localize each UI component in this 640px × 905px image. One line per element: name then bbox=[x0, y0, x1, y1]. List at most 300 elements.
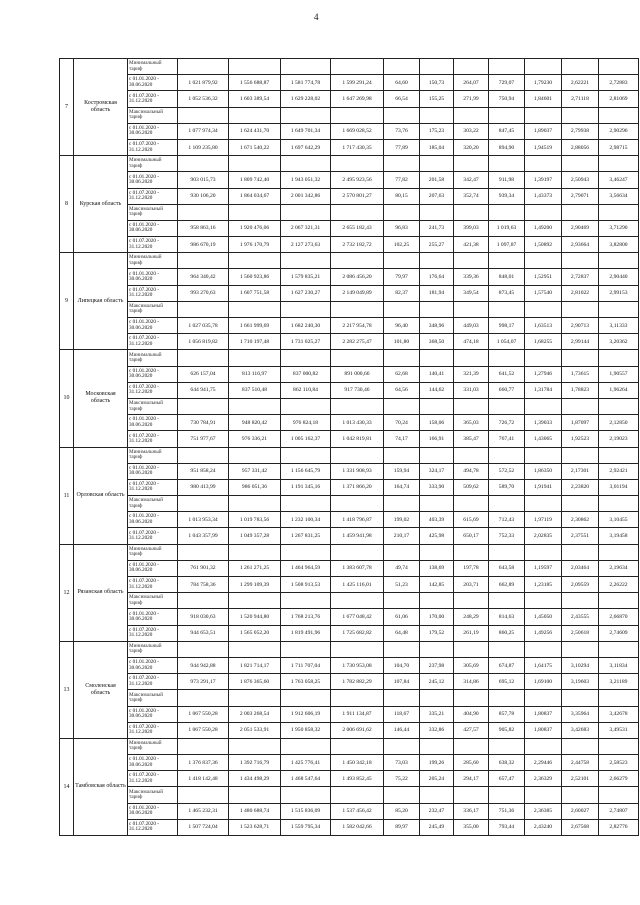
empty-cell bbox=[489, 156, 525, 172]
value-cell: 1,69100 bbox=[525, 674, 562, 690]
period-label: с 01.07.2020 - 31.12.2020 bbox=[128, 722, 178, 738]
value-cell: 1,43373 bbox=[525, 188, 562, 204]
empty-cell bbox=[281, 641, 331, 657]
value-cell: 1 730 953,08 bbox=[331, 657, 384, 673]
empty-cell bbox=[454, 253, 489, 269]
value-cell: 572,52 bbox=[489, 463, 525, 479]
value-cell: 1 109 235,80 bbox=[178, 139, 229, 155]
value-cell: 1,80837 bbox=[525, 706, 562, 722]
empty-cell bbox=[454, 59, 489, 75]
value-cell: 973 291,17 bbox=[178, 674, 229, 690]
value-cell: 1 627 230,27 bbox=[281, 285, 331, 301]
value-cell: 837 510,48 bbox=[229, 382, 281, 398]
period-label: с 01.07.2020 - 31.12.2020 bbox=[128, 528, 178, 544]
empty-cell bbox=[384, 690, 420, 706]
table-row bbox=[60, 657, 639, 673]
empty-cell bbox=[178, 496, 229, 512]
value-cell: 368,50 bbox=[420, 334, 454, 350]
value-cell: 751 977,67 bbox=[178, 431, 229, 447]
empty-cell bbox=[178, 301, 229, 317]
value-cell: 1 711 707,04 bbox=[281, 657, 331, 673]
empty-cell bbox=[331, 59, 384, 75]
value-cell: 3,42683 bbox=[562, 722, 599, 738]
value-cell: 2,43555 bbox=[562, 609, 599, 625]
value-cell: 3,10455 bbox=[599, 512, 639, 528]
value-cell: 1 560 923,86 bbox=[229, 269, 281, 285]
value-cell: 1 682 240,30 bbox=[281, 318, 331, 334]
value-cell: 1,39197 bbox=[525, 172, 562, 188]
empty-cell bbox=[331, 156, 384, 172]
period-label: с 01.01.2020 - 30.06.2020 bbox=[128, 755, 178, 771]
value-cell: 1 876 365,60 bbox=[229, 674, 281, 690]
value-cell: 638,32 bbox=[489, 755, 525, 771]
empty-cell bbox=[599, 787, 639, 803]
table-row bbox=[60, 285, 639, 301]
value-cell: 237,98 bbox=[420, 657, 454, 673]
value-cell: 261,19 bbox=[454, 625, 489, 641]
value-cell: 1 565 052,20 bbox=[229, 625, 281, 641]
empty-cell bbox=[599, 398, 639, 414]
value-cell: 1,64175 bbox=[525, 657, 562, 673]
value-cell: 1 523 628,71 bbox=[229, 819, 281, 835]
value-cell: 793,44 bbox=[489, 819, 525, 835]
page-number: 4 bbox=[314, 12, 319, 22]
value-cell: 2,90713 bbox=[562, 318, 599, 334]
value-cell: 61,06 bbox=[384, 609, 420, 625]
value-cell: 3,11834 bbox=[599, 657, 639, 673]
empty-cell bbox=[562, 544, 599, 560]
value-cell: 2,36385 bbox=[525, 803, 562, 819]
period-label: с 01.07.2020 - 31.12.2020 bbox=[128, 91, 178, 107]
empty-cell bbox=[599, 301, 639, 317]
value-cell: 589,70 bbox=[489, 479, 525, 495]
empty-cell bbox=[229, 301, 281, 317]
empty-cell bbox=[489, 690, 525, 706]
value-cell: 1 768 213,76 bbox=[281, 609, 331, 625]
empty-cell bbox=[599, 593, 639, 609]
empty-cell bbox=[454, 641, 489, 657]
period-label: с 01.07.2020 - 31.12.2020 bbox=[128, 479, 178, 495]
value-cell: 342,47 bbox=[454, 172, 489, 188]
region-index: 12 bbox=[60, 544, 74, 641]
value-cell: 1 508 913,53 bbox=[281, 577, 331, 593]
value-cell: 2,44758 bbox=[562, 755, 599, 771]
empty-cell bbox=[281, 59, 331, 75]
empty-cell bbox=[420, 107, 454, 123]
table-row bbox=[60, 107, 639, 123]
value-cell: 1 371 866,20 bbox=[331, 479, 384, 495]
value-cell: 2,12850 bbox=[599, 415, 639, 431]
value-cell: 3,56634 bbox=[599, 188, 639, 204]
value-cell: 1 819 491,96 bbox=[281, 625, 331, 641]
empty-cell bbox=[178, 447, 229, 463]
empty-cell bbox=[384, 301, 420, 317]
empty-cell bbox=[525, 787, 562, 803]
empty-cell bbox=[489, 253, 525, 269]
value-cell: 1,49256 bbox=[525, 625, 562, 641]
value-cell: 644 941,75 bbox=[178, 382, 229, 398]
region-index: 11 bbox=[60, 447, 74, 544]
empty-cell bbox=[281, 787, 331, 803]
value-cell: 107,84 bbox=[384, 674, 420, 690]
value-cell: 729,07 bbox=[489, 75, 525, 91]
empty-cell bbox=[281, 544, 331, 560]
value-cell: 421,38 bbox=[454, 237, 489, 253]
empty-cell bbox=[489, 447, 525, 463]
value-cell: 150,73 bbox=[420, 75, 454, 91]
value-cell: 144,62 bbox=[420, 382, 454, 398]
value-cell: 1 579 835,21 bbox=[281, 269, 331, 285]
empty-cell bbox=[331, 496, 384, 512]
empty-cell bbox=[420, 544, 454, 560]
value-cell: 1 661 999,69 bbox=[229, 318, 281, 334]
value-cell: 674,87 bbox=[489, 657, 525, 673]
region-name: Курская область bbox=[74, 156, 128, 253]
value-cell: 1 232 100,34 bbox=[281, 512, 331, 528]
empty-cell bbox=[599, 690, 639, 706]
empty-cell bbox=[599, 59, 639, 75]
empty-cell bbox=[525, 593, 562, 609]
value-cell: 1,49200 bbox=[525, 220, 562, 236]
value-cell: 1 911 134,87 bbox=[331, 706, 384, 722]
value-cell: 425,98 bbox=[420, 528, 454, 544]
value-cell: 1 077 974,34 bbox=[178, 123, 229, 139]
value-cell: 726,72 bbox=[489, 415, 525, 431]
value-cell: 1 581 774,78 bbox=[281, 75, 331, 91]
empty-cell bbox=[562, 350, 599, 366]
table-row bbox=[60, 123, 639, 139]
empty-cell bbox=[331, 301, 384, 317]
empty-cell bbox=[384, 496, 420, 512]
value-cell: 1 624 431,70 bbox=[229, 123, 281, 139]
value-cell: 2 732 182,72 bbox=[331, 237, 384, 253]
value-cell: 2,74807 bbox=[599, 803, 639, 819]
period-label: с 01.01.2020 - 30.06.2020 bbox=[128, 657, 178, 673]
value-cell: 2,02835 bbox=[525, 528, 562, 544]
empty-cell bbox=[178, 544, 229, 560]
value-cell: 331,03 bbox=[454, 382, 489, 398]
value-cell: 918 030,63 bbox=[178, 609, 229, 625]
empty-cell bbox=[489, 593, 525, 609]
value-cell: 944 942,88 bbox=[178, 657, 229, 673]
period-label: с 01.07.2020 - 31.12.2020 bbox=[128, 625, 178, 641]
value-cell: 1,84601 bbox=[525, 91, 562, 107]
value-cell: 1,78823 bbox=[562, 382, 599, 398]
table-row bbox=[60, 350, 639, 366]
empty-cell bbox=[281, 690, 331, 706]
value-cell: 271,99 bbox=[454, 91, 489, 107]
empty-cell bbox=[599, 641, 639, 657]
value-cell: 615,69 bbox=[454, 512, 489, 528]
empty-cell bbox=[562, 641, 599, 657]
value-cell: 179,52 bbox=[420, 625, 454, 641]
period-label: с 01.07.2020 - 31.12.2020 bbox=[128, 237, 178, 253]
value-cell: 1,50892 bbox=[525, 237, 562, 253]
value-cell: 365,03 bbox=[454, 415, 489, 431]
empty-cell bbox=[229, 107, 281, 123]
region-index: 7 bbox=[60, 59, 74, 156]
value-cell: 857,78 bbox=[489, 706, 525, 722]
table-row bbox=[60, 641, 639, 657]
empty-cell bbox=[489, 59, 525, 75]
period-label: с 01.07.2020 - 31.12.2020 bbox=[128, 674, 178, 690]
region-name: Липецкая область bbox=[74, 253, 128, 350]
table-row bbox=[60, 690, 639, 706]
tariff-type-label: Максимальный тариф bbox=[128, 690, 178, 706]
empty-cell bbox=[489, 787, 525, 803]
table-row bbox=[60, 318, 639, 334]
empty-cell bbox=[562, 253, 599, 269]
value-cell: 404,90 bbox=[454, 706, 489, 722]
region-index: 13 bbox=[60, 641, 74, 738]
empty-cell bbox=[281, 301, 331, 317]
empty-cell bbox=[454, 690, 489, 706]
empty-cell bbox=[454, 350, 489, 366]
tariff-type-label: Минимальный тариф bbox=[128, 253, 178, 269]
table-row bbox=[60, 512, 639, 528]
empty-cell bbox=[599, 204, 639, 220]
value-cell: 1 731 025,27 bbox=[281, 334, 331, 350]
table-row bbox=[60, 722, 639, 738]
value-cell: 205,24 bbox=[420, 771, 454, 787]
empty-cell bbox=[384, 593, 420, 609]
table-row bbox=[60, 75, 639, 91]
period-label: с 01.01.2020 - 30.06.2020 bbox=[128, 560, 178, 576]
value-cell: 75,22 bbox=[384, 771, 420, 787]
empty-cell bbox=[178, 156, 229, 172]
empty-cell bbox=[178, 107, 229, 123]
value-cell: 1 097,87 bbox=[489, 237, 525, 253]
value-cell: 241,73 bbox=[420, 220, 454, 236]
value-cell: 813 116,97 bbox=[229, 366, 281, 382]
period-label: с 01.01.2020 - 30.06.2020 bbox=[128, 512, 178, 528]
value-cell: 2,88056 bbox=[562, 139, 599, 155]
value-cell: 2 003 268,54 bbox=[229, 706, 281, 722]
empty-cell bbox=[525, 301, 562, 317]
value-cell: 2,52101 bbox=[562, 771, 599, 787]
empty-cell bbox=[229, 641, 281, 657]
value-cell: 1 392 716,79 bbox=[229, 755, 281, 771]
value-cell: 998,17 bbox=[489, 318, 525, 334]
value-cell: 3,21189 bbox=[599, 674, 639, 690]
value-cell: 2,82776 bbox=[599, 819, 639, 835]
value-cell: 449,03 bbox=[454, 318, 489, 334]
value-cell: 2,79071 bbox=[562, 188, 599, 204]
value-cell: 175,23 bbox=[420, 123, 454, 139]
value-cell: 1 717 430,35 bbox=[331, 139, 384, 155]
table-row bbox=[60, 447, 639, 463]
value-cell: 2 495 923,56 bbox=[331, 172, 384, 188]
value-cell: 814,63 bbox=[489, 609, 525, 625]
value-cell: 2,93664 bbox=[562, 237, 599, 253]
period-label: с 01.07.2020 - 31.12.2020 bbox=[128, 819, 178, 835]
empty-cell bbox=[489, 496, 525, 512]
table-row bbox=[60, 528, 639, 544]
empty-cell bbox=[281, 350, 331, 366]
value-cell: 3,49531 bbox=[599, 722, 639, 738]
empty-cell bbox=[562, 301, 599, 317]
value-cell: 339,36 bbox=[454, 269, 489, 285]
value-cell: 2,09559 bbox=[562, 577, 599, 593]
value-cell: 944 653,51 bbox=[178, 625, 229, 641]
value-cell: 1 677 048,42 bbox=[331, 609, 384, 625]
empty-cell bbox=[599, 107, 639, 123]
value-cell: 980 413,99 bbox=[178, 479, 229, 495]
empty-cell bbox=[454, 593, 489, 609]
value-cell: 905,82 bbox=[489, 722, 525, 738]
region-name: Московская область bbox=[74, 350, 128, 447]
empty-cell bbox=[420, 204, 454, 220]
value-cell: 2,58523 bbox=[599, 755, 639, 771]
period-label: с 01.01.2020 - 30.06.2020 bbox=[128, 75, 178, 91]
value-cell: 1,91941 bbox=[525, 479, 562, 495]
table-row bbox=[60, 771, 639, 787]
region-name: Рязанская область bbox=[74, 544, 128, 641]
value-cell: 2,66279 bbox=[599, 771, 639, 787]
value-cell: 2,74609 bbox=[599, 625, 639, 641]
value-cell: 2,72883 bbox=[599, 75, 639, 91]
value-cell: 85,20 bbox=[384, 803, 420, 819]
value-cell: 264,07 bbox=[454, 75, 489, 91]
empty-cell bbox=[384, 738, 420, 754]
empty-cell bbox=[331, 690, 384, 706]
value-cell: 2 006 691,62 bbox=[331, 722, 384, 738]
table-row bbox=[60, 382, 639, 398]
empty-cell bbox=[384, 398, 420, 414]
empty-cell bbox=[454, 447, 489, 463]
value-cell: 2 149 049,89 bbox=[331, 285, 384, 301]
value-cell: 245,12 bbox=[420, 674, 454, 690]
empty-cell bbox=[229, 156, 281, 172]
value-cell: 210,17 bbox=[384, 528, 420, 544]
empty-cell bbox=[331, 447, 384, 463]
empty-cell bbox=[420, 447, 454, 463]
value-cell: 245,49 bbox=[420, 819, 454, 835]
value-cell: 2 282 275,47 bbox=[331, 334, 384, 350]
empty-cell bbox=[384, 350, 420, 366]
table-row bbox=[60, 819, 639, 835]
value-cell: 73,03 bbox=[384, 755, 420, 771]
empty-cell bbox=[489, 107, 525, 123]
value-cell: 1 019,63 bbox=[489, 220, 525, 236]
empty-cell bbox=[281, 496, 331, 512]
table-row bbox=[60, 593, 639, 609]
value-cell: 939,34 bbox=[489, 188, 525, 204]
table-row bbox=[60, 91, 639, 107]
empty-cell bbox=[420, 156, 454, 172]
table-row bbox=[60, 706, 639, 722]
value-cell: 2,67568 bbox=[562, 819, 599, 835]
table-row bbox=[60, 269, 639, 285]
value-cell: 2,36329 bbox=[525, 771, 562, 787]
empty-cell bbox=[331, 787, 384, 803]
empty-cell bbox=[562, 156, 599, 172]
empty-cell bbox=[525, 496, 562, 512]
value-cell: 993 270,63 bbox=[178, 285, 229, 301]
table-row bbox=[60, 188, 639, 204]
table-row bbox=[60, 463, 639, 479]
period-label: с 01.07.2020 - 31.12.2020 bbox=[128, 577, 178, 593]
tariff-table bbox=[59, 58, 639, 836]
value-cell: 494,78 bbox=[454, 463, 489, 479]
empty-cell bbox=[599, 496, 639, 512]
value-cell: 767,41 bbox=[489, 431, 525, 447]
value-cell: 657,47 bbox=[489, 771, 525, 787]
value-cell: 403,39 bbox=[420, 512, 454, 528]
value-cell: 837 000,82 bbox=[281, 366, 331, 382]
empty-cell bbox=[525, 59, 562, 75]
value-cell: 2,29446 bbox=[525, 755, 562, 771]
value-cell: 2,62221 bbox=[562, 75, 599, 91]
empty-cell bbox=[454, 107, 489, 123]
value-cell: 352,74 bbox=[454, 188, 489, 204]
value-cell: 860,25 bbox=[489, 625, 525, 641]
value-cell: 62,68 bbox=[384, 366, 420, 382]
value-cell: 77,89 bbox=[384, 139, 420, 155]
value-cell: 1 013 430,33 bbox=[331, 415, 384, 431]
value-cell: 1 434 498,29 bbox=[229, 771, 281, 787]
value-cell: 64,60 bbox=[384, 75, 420, 91]
value-cell: 355,00 bbox=[454, 819, 489, 835]
empty-cell bbox=[562, 690, 599, 706]
empty-cell bbox=[384, 641, 420, 657]
value-cell: 784 758,36 bbox=[178, 577, 229, 593]
value-cell: 1,73615 bbox=[562, 366, 599, 382]
empty-cell bbox=[384, 253, 420, 269]
value-cell: 474,18 bbox=[454, 334, 489, 350]
value-cell: 138,69 bbox=[420, 560, 454, 576]
value-cell: 1 603 389,54 bbox=[229, 91, 281, 107]
value-cell: 1,19597 bbox=[525, 560, 562, 576]
value-cell: 1 049 357,28 bbox=[229, 528, 281, 544]
value-cell: 1 809 742,40 bbox=[229, 172, 281, 188]
value-cell: 82,37 bbox=[384, 285, 420, 301]
value-cell: 2,99153 bbox=[599, 285, 639, 301]
value-cell: 146,44 bbox=[384, 722, 420, 738]
value-cell: 2,43240 bbox=[525, 819, 562, 835]
value-cell: 1 156 645,79 bbox=[281, 463, 331, 479]
empty-cell bbox=[489, 398, 525, 414]
value-cell: 509,62 bbox=[454, 479, 489, 495]
value-cell: 2 001 342,86 bbox=[281, 188, 331, 204]
value-cell: 1 559 795,34 bbox=[281, 819, 331, 835]
empty-cell bbox=[229, 738, 281, 754]
table-row bbox=[60, 366, 639, 382]
value-cell: 750,94 bbox=[489, 91, 525, 107]
value-cell: 1,89037 bbox=[525, 123, 562, 139]
value-cell: 164,74 bbox=[384, 479, 420, 495]
value-cell: 3,46247 bbox=[599, 172, 639, 188]
value-cell: 155,25 bbox=[420, 91, 454, 107]
value-cell: 399,03 bbox=[454, 220, 489, 236]
value-cell: 118,67 bbox=[384, 706, 420, 722]
value-cell: 1 520 944,80 bbox=[229, 609, 281, 625]
empty-cell bbox=[384, 204, 420, 220]
value-cell: 951 858,24 bbox=[178, 463, 229, 479]
empty-cell bbox=[178, 738, 229, 754]
tariff-type-label: Максимальный тариф bbox=[128, 496, 178, 512]
value-cell: 847,45 bbox=[489, 123, 525, 139]
empty-cell bbox=[525, 107, 562, 123]
empty-cell bbox=[489, 350, 525, 366]
value-cell: 3,42678 bbox=[599, 706, 639, 722]
value-cell: 1 261 271,25 bbox=[229, 560, 281, 576]
value-cell: 1 912 606,19 bbox=[281, 706, 331, 722]
value-cell: 332,86 bbox=[420, 722, 454, 738]
period-label: с 01.01.2020 - 30.06.2020 bbox=[128, 609, 178, 625]
region-name: Костромская область bbox=[74, 59, 128, 156]
table-row bbox=[60, 301, 639, 317]
